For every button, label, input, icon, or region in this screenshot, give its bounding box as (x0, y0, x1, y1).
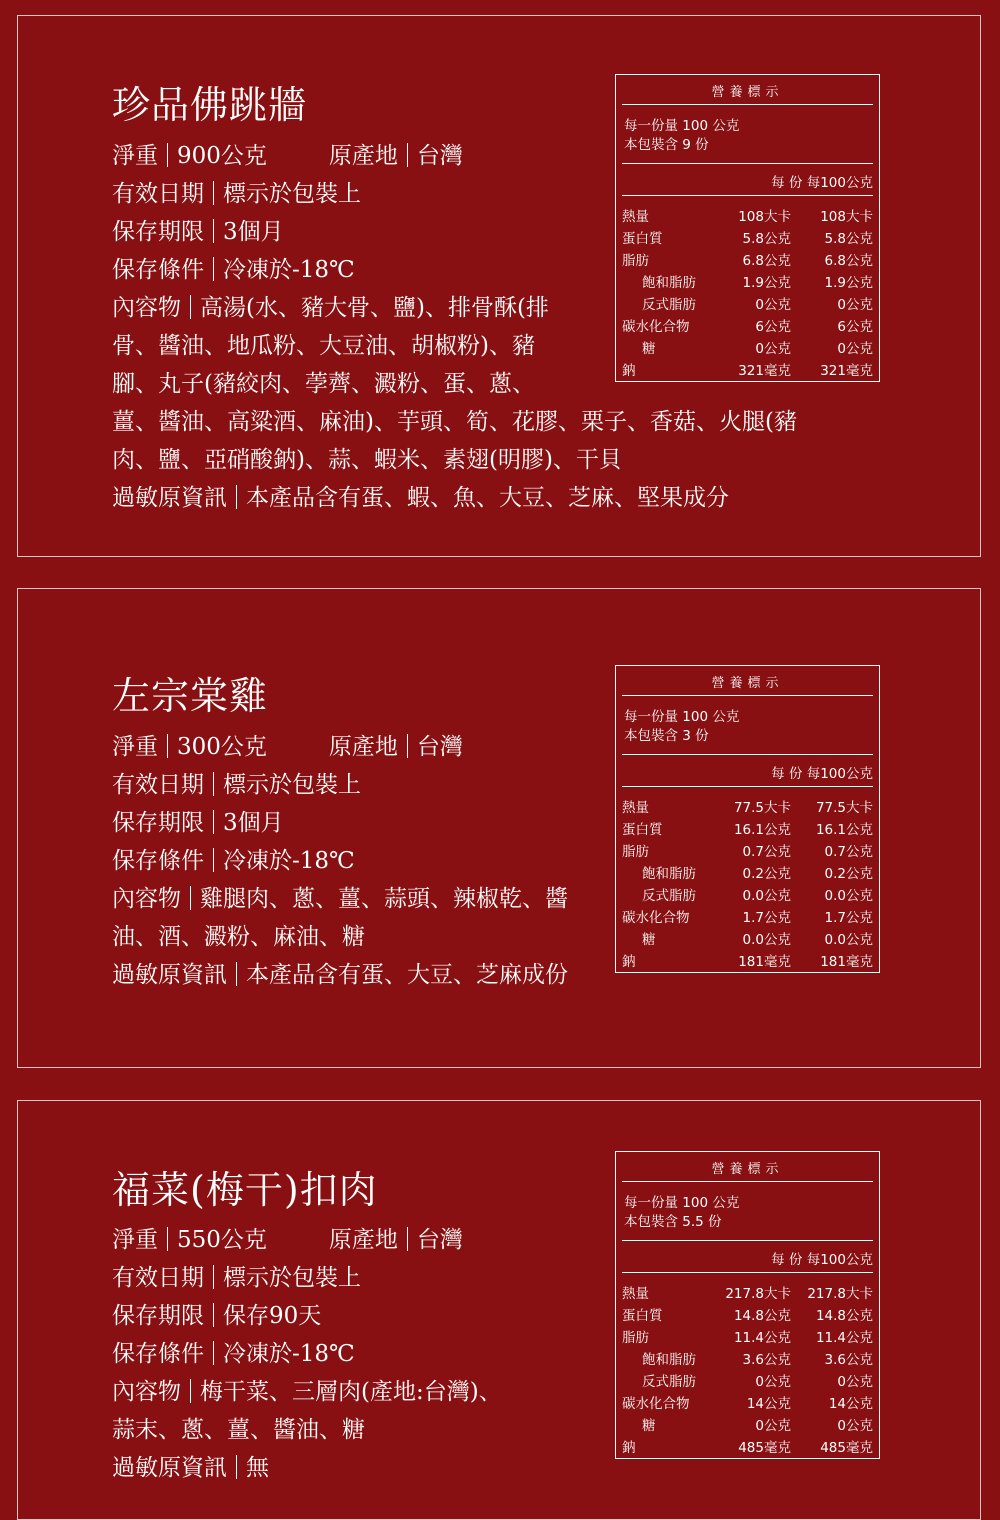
table-row: 蛋白質 14.8公克 14.8公克 (622, 1308, 873, 1324)
product-panel-2 (17, 588, 981, 1068)
product-info: 淨重 900公克 原產地 台灣 有效日期 標示於包裝上 保存期限 3個月 保存條件 冷凍於-18℃ 內容物 高湯(水、豬大骨、鹽)、排骨酥(排 骨、醬油、地瓜粉、大豆油、胡椒粉)、豬 腳、丸子(豬絞肉、荸薺、澱粉、蛋、蔥、 (112, 143, 549, 397)
table-row: 鈉 181毫克 181毫克 (622, 954, 873, 970)
serving-size: 每一份量 100 公克 (624, 118, 740, 134)
table-row: 糖 0公克 0公克 (642, 341, 873, 357)
servings-per-pack: 本包裝含 9 份 (624, 137, 709, 153)
table-row: 脂肪 11.4公克 11.4公克 (622, 1330, 873, 1346)
nutrition-title: 營養標示 (622, 1156, 873, 1182)
product-title: 珍品佛跳牆 (112, 83, 308, 127)
table-row: 糖 0.0公克 0.0公克 (642, 932, 873, 948)
table-row: 熱量 217.8大卡 217.8大卡 (622, 1286, 873, 1302)
table-row: 飽和脂肪 3.6公克 3.6公克 (642, 1352, 873, 1368)
serving-size: 每一份量 100 公克 (624, 1195, 740, 1211)
product-panel-3 (17, 1100, 981, 1520)
table-row: 反式脂肪 0.0公克 0.0公克 (642, 888, 873, 904)
table-row: 脂肪 0.7公克 0.7公克 (622, 844, 873, 860)
nutrition-label (615, 74, 880, 382)
product-title: 左宗棠雞 (112, 674, 269, 718)
nutrition-title: 營養標示 (622, 79, 873, 105)
table-row: 鈉 321毫克 321毫克 (622, 363, 873, 379)
table-row: 碳水化合物 6公克 6公克 (622, 319, 873, 335)
nutrition-table (622, 1281, 873, 1457)
table-row: 飽和脂肪 0.2公克 0.2公克 (642, 866, 873, 882)
table-row: 碳水化合物 14公克 14公克 (622, 1396, 873, 1412)
product-panel-1 (17, 15, 981, 557)
servings-per-pack: 本包裝含 3 份 (624, 728, 709, 744)
servings-per-pack: 本包裝含 5.5 份 (624, 1214, 722, 1230)
table-row: 鈉 485毫克 485毫克 (622, 1440, 873, 1456)
table-row: 碳水化合物 1.7公克 1.7公克 (622, 910, 873, 926)
table-row: 熱量 77.5大卡 77.5大卡 (622, 800, 873, 816)
product-info: 淨重 300公克 原產地 台灣 有效日期 標示於包裝上 保存期限 3個月 保存條件 冷凍於-18℃ 內容物 雞腿肉、蔥、薑、蒜頭、辣椒乾、醬 油、酒、澱粉、麻油、糖 過敏原資訊 本產品含有蛋、大豆、芝麻成份 (112, 734, 568, 988)
nutrition-column-head: 每 份 每100公克 (622, 1241, 873, 1273)
table-row: 糖 0公克 0公克 (642, 1418, 873, 1434)
table-row: 熱量 108大卡 108大卡 (622, 209, 873, 225)
nutrition-label (615, 1151, 880, 1459)
nutrition-title: 營養標示 (622, 670, 873, 696)
table-row: 蛋白質 16.1公克 16.1公克 (622, 822, 873, 838)
table-row: 反式脂肪 0公克 0公克 (642, 1374, 873, 1390)
nutrition-column-head: 每 份 每100公克 (622, 164, 873, 196)
product-title: 福菜(梅干)扣肉 (112, 1168, 378, 1212)
product-info: 淨重 550公克 原產地 台灣 有效日期 標示於包裝上 保存期限 保存90天 保存條件 冷凍於-18℃ 內容物 梅干菜、三層肉(產地:台灣)、 蒜末、蔥、薑、醬油、糖 過敏原資訊 無 (112, 1227, 502, 1481)
product-info-continued: 薑、醬油、高粱酒、麻油)、芋頭、筍、花膠、栗子、香菇、火腿(豬 肉、鹽、亞硝酸鈉)、蒜、蝦米、素翅(明膠)、干貝 過敏原資訊 本產品含有蛋、蝦、魚、大豆、芝麻、堅果成分 (112, 409, 797, 511)
table-row: 反式脂肪 0公克 0公克 (642, 297, 873, 313)
nutrition-table (622, 204, 873, 380)
nutrition-table (622, 795, 873, 971)
nutrition-column-head: 每 份 每100公克 (622, 755, 873, 787)
table-row: 蛋白質 5.8公克 5.8公克 (622, 231, 873, 247)
serving-size: 每一份量 100 公克 (624, 709, 740, 725)
table-row: 飽和脂肪 1.9公克 1.9公克 (642, 275, 873, 291)
table-row: 脂肪 6.8公克 6.8公克 (622, 253, 873, 269)
nutrition-label (615, 665, 880, 973)
